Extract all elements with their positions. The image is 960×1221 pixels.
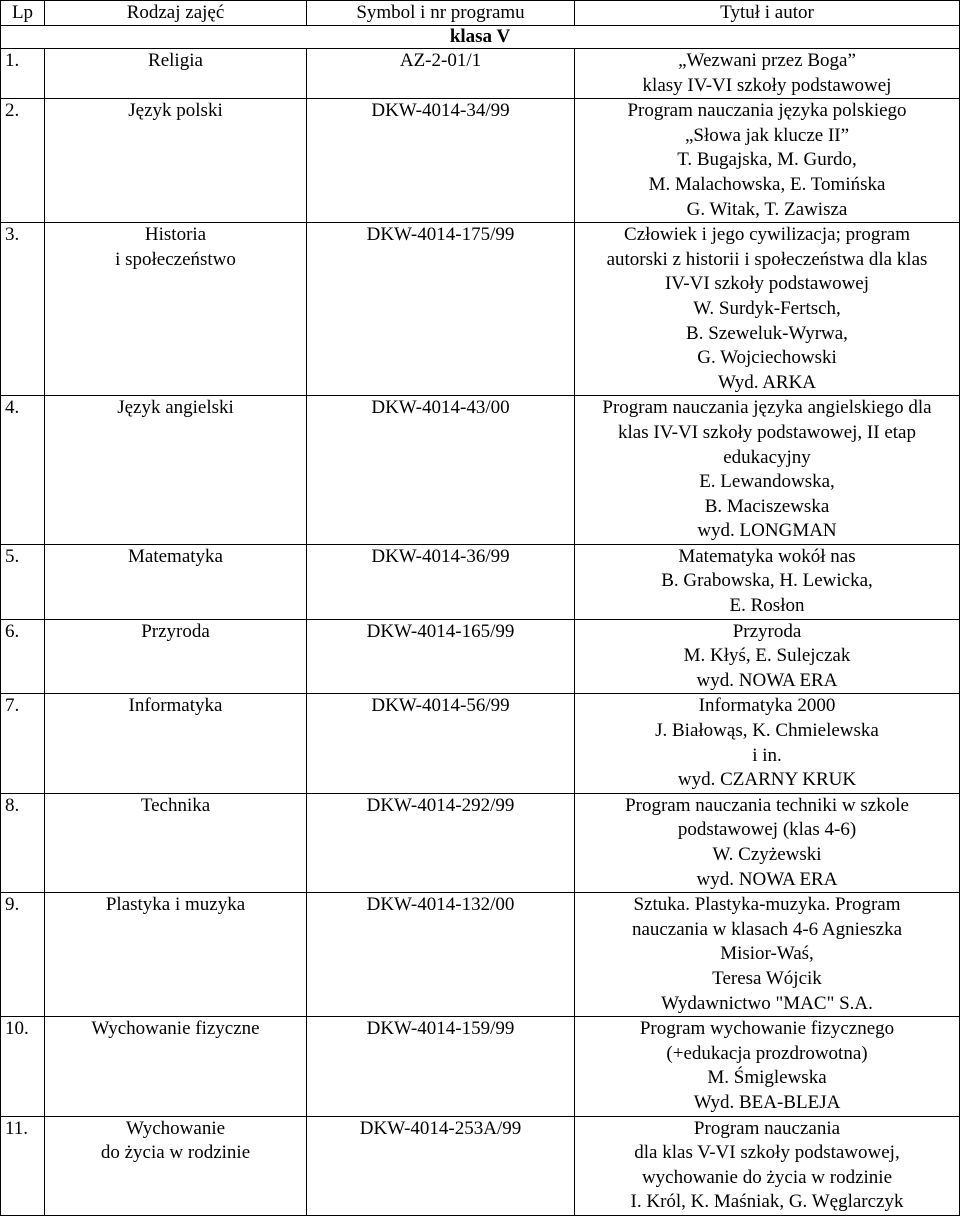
header-title: Tytuł i autor	[575, 1, 960, 26]
title-author-line: wyd. LONGMAN	[697, 520, 837, 542]
title-author-line: i in.	[752, 744, 782, 766]
table-row	[1, 619, 960, 694]
title-author-line: B. Szeweluk-Wyrwa,	[686, 322, 848, 344]
title-author-line: Teresa Wójcik	[712, 967, 822, 989]
row-number: 11.	[1, 1116, 45, 1215]
title-author-line: E. Rosłon	[729, 595, 805, 617]
subject-line: Wychowanie	[125, 1117, 226, 1139]
title-author-line: B. Maciszewska	[704, 495, 830, 517]
title-author-cell	[575, 893, 960, 1017]
table-row	[1, 1116, 960, 1215]
title-author-line: I. Król, K. Maśniak, G. Węglarczyk	[630, 1191, 904, 1213]
subject-line: Język polski	[128, 100, 223, 122]
program-symbol: DKW-4014-175/99	[307, 223, 575, 396]
table-row	[1, 49, 960, 99]
row-number: 9.	[1, 893, 45, 1017]
header-symbol: Symbol i nr programu	[307, 1, 575, 26]
subject-cell	[45, 694, 307, 793]
title-author-line: Informatyka 2000	[698, 695, 836, 717]
subject-cell	[45, 793, 307, 892]
subject-line: Język angielski	[117, 397, 234, 419]
header-lp: Lp	[1, 1, 45, 26]
program-symbol: DKW-4014-165/99	[307, 619, 575, 694]
row-number: 1.	[1, 49, 45, 99]
row-number: 6.	[1, 619, 45, 694]
title-author-cell	[575, 544, 960, 619]
title-author-line: Program nauczania	[693, 1117, 841, 1139]
section-row	[1, 26, 960, 49]
program-symbol: DKW-4014-132/00	[307, 893, 575, 1017]
title-author-line: J. Białowąs, K. Chmielewska	[655, 720, 879, 742]
row-number: 4.	[1, 396, 45, 545]
table-row	[1, 544, 960, 619]
title-author-line: G. Witak, T. Zawisza	[686, 198, 848, 220]
title-author-line: podstawowej (klas 4-6)	[677, 819, 857, 841]
table-body	[1, 26, 960, 1216]
program-symbol: DKW-4014-34/99	[307, 99, 575, 223]
program-symbol: DKW-4014-43/00	[307, 396, 575, 545]
title-author-line: Program nauczania języka angielskiego dla	[602, 397, 932, 419]
subject-cell	[45, 49, 307, 99]
title-author-cell	[575, 99, 960, 223]
subject-line: Historia	[144, 224, 207, 246]
program-symbol: DKW-4014-159/99	[307, 1017, 575, 1116]
table-row	[1, 1017, 960, 1116]
subject-line: Informatyka	[128, 695, 223, 717]
title-author-line: Człowiek i jego cywilizacja; program	[624, 224, 910, 246]
title-author-line: klas IV-VI szkoły podstawowej, II etap	[618, 421, 916, 443]
title-author-line: Program nauczania języka polskiego	[627, 100, 907, 122]
title-author-line: wyd. NOWA ERA	[696, 669, 838, 691]
title-author-line: W. Czyżewski	[712, 844, 822, 865]
title-author-line: Przyroda	[732, 620, 802, 642]
section-label: klasa V	[1, 26, 960, 49]
subject-cell	[45, 396, 307, 545]
table-row	[1, 99, 960, 223]
title-author-line: B. Grabowska, H. Lewicka,	[661, 570, 873, 592]
subject-line: i społeczeństwo	[115, 248, 236, 270]
title-author-line: Misior-Waś,	[720, 943, 814, 965]
title-author-line: Wydawnictwo "MAC" S.A.	[661, 992, 873, 1014]
title-author-line: Program nauczania techniki w szkole	[625, 794, 909, 816]
table-row	[1, 223, 960, 396]
title-author-line: dla klas V-VI szkoły podstawowej,	[634, 1142, 900, 1164]
title-author-line: M. Kłyś, E. Sulejczak	[683, 645, 851, 667]
title-author-cell	[575, 1017, 960, 1116]
title-author-line: „Wezwani przez Boga”	[678, 50, 856, 71]
title-author-line: (+edukacja prozdrowotna)	[666, 1042, 868, 1064]
row-number: 5.	[1, 544, 45, 619]
subject-line: Wychowanie fizyczne	[91, 1018, 260, 1040]
subject-line: Technika	[140, 794, 211, 816]
title-author-cell	[575, 619, 960, 694]
title-author-line: Program wychowanie fizycznego	[639, 1018, 895, 1040]
row-number: 8.	[1, 793, 45, 892]
subject-cell	[45, 544, 307, 619]
title-author-cell	[575, 396, 960, 545]
title-author-cell	[575, 223, 960, 396]
table-row	[1, 396, 960, 545]
title-author-line: M. Śmiglewska	[707, 1067, 827, 1089]
title-author-cell	[575, 1116, 960, 1215]
program-symbol: DKW-4014-56/99	[307, 694, 575, 793]
title-author-line: E. Lewandowska,	[699, 471, 835, 493]
subject-cell	[45, 893, 307, 1017]
row-number: 2.	[1, 99, 45, 223]
subject-cell	[45, 1017, 307, 1116]
title-author-line: Sztuka. Plastyka-muzyka. Program	[633, 894, 901, 916]
subject-cell	[45, 223, 307, 396]
subject-line: Religia	[148, 50, 203, 71]
title-author-line: autorski z historii i społeczeństwa dla klas	[606, 248, 928, 270]
title-author-line: nauczania w klasach 4-6 Agnieszka	[631, 918, 903, 940]
table-row	[1, 694, 960, 793]
table-row	[1, 893, 960, 1017]
title-author-line: M. Malachowska, E. Tomińska	[648, 173, 886, 195]
title-author-line: W. Surdyk-Fertsch,	[693, 297, 841, 319]
program-symbol: DKW-4014-292/99	[307, 793, 575, 892]
subject-line: Plastyka i muzyka	[105, 894, 246, 916]
row-number: 10.	[1, 1017, 45, 1116]
subject-cell	[45, 1116, 307, 1215]
row-number: 3.	[1, 223, 45, 396]
header-row	[1, 1, 960, 26]
title-author-line: wyd. NOWA ERA	[696, 868, 838, 890]
title-author-line: edukacyjny	[723, 446, 811, 468]
program-symbol: AZ-2-01/1	[307, 49, 575, 99]
title-author-cell	[575, 793, 960, 892]
title-author-cell	[575, 49, 960, 99]
subject-cell	[45, 619, 307, 694]
program-symbol: DKW-4014-36/99	[307, 544, 575, 619]
subject-line: Przyroda	[141, 620, 210, 642]
subject-line: do życia w rodzinie	[100, 1142, 251, 1164]
title-author-line: wyd. CZARNY KRUK	[677, 769, 857, 791]
title-author-line: T. Bugajska, M. Gurdo,	[677, 149, 857, 171]
title-author-line: wychowanie do życia w rodzinie	[641, 1166, 893, 1188]
subject-cell	[45, 99, 307, 223]
title-author-cell	[575, 694, 960, 793]
title-author-line: G. Wojciechowski	[697, 347, 837, 369]
program-symbol: DKW-4014-253A/99	[307, 1116, 575, 1215]
title-author-line: Wyd. ARKA	[717, 371, 817, 393]
title-author-line: „Słowa jak klucze II”	[684, 124, 850, 146]
table-row	[1, 793, 960, 892]
title-author-line: klasy IV-VI szkoły podstawowej	[642, 74, 892, 96]
subject-line: Matematyka	[128, 545, 223, 567]
title-author-line: Matematyka wokół nas	[678, 545, 856, 567]
title-author-line: IV-VI szkoły podstawowej	[664, 273, 870, 295]
header-type: Rodzaj zajęć	[45, 1, 307, 26]
title-author-line: Wyd. BEA-BLEJA	[693, 1091, 841, 1113]
row-number: 7.	[1, 694, 45, 793]
